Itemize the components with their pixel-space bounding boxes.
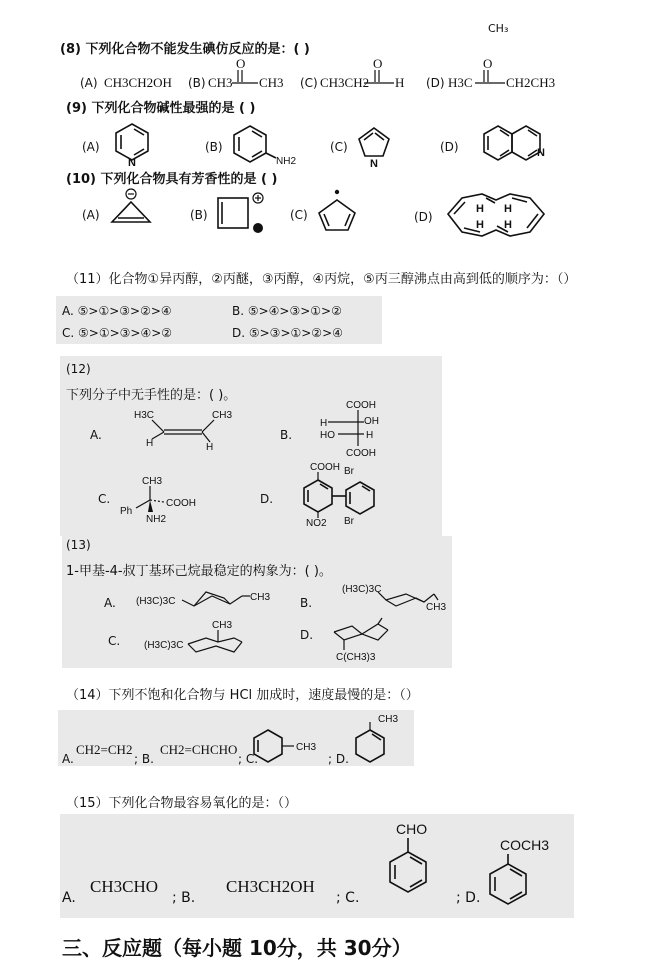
q15-a-label: A.: [62, 890, 76, 906]
chair-a-icon: [136, 586, 271, 614]
svg-text:COOH: COOH: [310, 462, 340, 473]
svg-text:H: H: [320, 418, 328, 429]
q13-stem: 1-甲基-4-叔丁基环己烷最稳定的构象为：( )。: [66, 564, 332, 579]
tartaric-acid-icon: [320, 398, 400, 458]
svg-text:H: H: [504, 203, 512, 215]
q13-c-label: C.: [108, 634, 121, 648]
q11-stem: （11）化合物①异丙醇，②丙醚，③丙醇，④丙烷，⑤丙三醇沸点由高到低的顺序为：（）: [66, 272, 577, 287]
svg-text:COOH: COOH: [346, 400, 376, 411]
acetophenone-icon: [486, 834, 566, 908]
q15-stem: （15）下列化合物最容易氧化的是：（）: [66, 796, 298, 811]
q10-c-label: (C): [290, 208, 308, 222]
q15-d-label: ; D.: [456, 890, 481, 906]
amino-acid-icon: [120, 474, 200, 525]
svg-text:CH3: CH3: [426, 602, 447, 613]
q10-stem: (10) 下列化合物具有芳香性的是 ( ): [66, 172, 278, 187]
q12-b-label: B.: [280, 428, 293, 442]
q9-b-label: (B): [205, 140, 223, 154]
q12-d-label: D.: [260, 492, 274, 506]
svg-text:H: H: [476, 219, 484, 231]
svg-text:NO2: NO2: [306, 518, 327, 529]
q14-a-label: A.: [62, 752, 74, 766]
chair-d-icon: [330, 614, 410, 664]
q13-a-label: A.: [104, 596, 116, 610]
q8-b-oxygen: O: [236, 56, 246, 71]
q8-c-left: CH3CH2: [320, 75, 370, 90]
q10-a-label: (A): [82, 208, 100, 222]
svg-text:C(CH3)3: C(CH3)3: [336, 652, 376, 663]
q14-a-formula: CH2=CH2: [76, 742, 133, 757]
svg-text:COOH: COOH: [346, 448, 376, 459]
q12-a-label: A.: [90, 428, 102, 442]
q8-b-right: CH3: [259, 75, 284, 90]
svg-text:H: H: [206, 442, 214, 453]
svg-text:H3C: H3C: [134, 410, 155, 421]
svg-text:NH2: NH2: [146, 514, 167, 525]
svg-text:CH3: CH3: [142, 476, 163, 487]
q9-c-label: (C): [330, 140, 348, 154]
svg-text:CH3: CH3: [212, 410, 233, 421]
q8-d-left: H3C: [448, 75, 473, 90]
chair-c-icon: [144, 618, 254, 658]
q11-option-c: C. ⑤>①>③>④>②: [62, 326, 173, 340]
methylcyclohexene-1-icon: [352, 712, 402, 768]
q9-a-label: (A): [82, 140, 100, 154]
biphenyl-icon: [280, 462, 400, 528]
q14-stem: （14）下列不饱和化合物与 HCl 加成时，速度最慢的是：（）: [66, 688, 419, 703]
q13-b-label: B.: [300, 596, 313, 610]
svg-text:HO: HO: [320, 430, 335, 441]
q13-d-label: D.: [300, 628, 314, 642]
allene-icon: [134, 406, 234, 452]
svg-text:Br: Br: [344, 466, 354, 477]
q8-d-oxygen: O: [483, 56, 493, 71]
q8-c-right: H: [395, 75, 405, 90]
pyrrole-icon: [356, 126, 392, 168]
cyclobutadiene-icon: [214, 192, 266, 236]
q12-number: (12): [66, 362, 91, 376]
svg-text:Ph: Ph: [120, 506, 133, 517]
svg-text:COOH: COOH: [166, 498, 196, 509]
q8-a-formula: CH3CH2OH: [104, 75, 172, 90]
q14-b-formula: CH2=CHCHO: [160, 742, 238, 757]
q8-d-right: CH2CH3: [506, 75, 556, 90]
q14-c-label: ; C.: [238, 752, 259, 766]
svg-text:CH3: CH3: [378, 714, 399, 725]
q15-a-formula: CH3CHO: [90, 877, 159, 896]
methylcyclohexene-4-icon: [254, 728, 334, 768]
svg-text:H: H: [476, 203, 484, 215]
q8-c-label: (C): [300, 76, 318, 90]
cyclopentadienyl-radical-icon: [314, 188, 360, 234]
svg-text:N: N: [128, 157, 136, 169]
q15-c-label: ; C.: [336, 890, 360, 906]
svg-text:(H3C)3C: (H3C)3C: [342, 584, 382, 595]
svg-text:(H3C)3C: (H3C)3C: [136, 596, 176, 607]
cropped-ch3-fragment: CH₃: [488, 22, 509, 35]
q9-d-label: (D): [440, 140, 459, 154]
q8-b-left: CH3: [208, 75, 233, 90]
q8-b-carbonyl-icon: [230, 68, 260, 88]
q15-b-label: ; B.: [172, 890, 196, 906]
svg-text:H: H: [504, 219, 512, 231]
q14-b-label: ; B.: [134, 752, 154, 766]
q8-d-label: (D): [426, 76, 445, 90]
svg-text:COCH3: COCH3: [500, 837, 550, 853]
q12-stem: 下列分子中无手性的是：( )。: [66, 388, 237, 403]
svg-text:CH3: CH3: [296, 742, 317, 753]
svg-text:N: N: [370, 158, 378, 170]
svg-text:CH3: CH3: [250, 592, 271, 603]
q10-d-label: (D): [414, 210, 433, 224]
svg-text:NH2: NH2: [276, 156, 297, 167]
benzaldehyde-icon: [382, 820, 438, 904]
annulene-icon: [440, 188, 552, 242]
cyclopropenyl-cation-icon: [108, 188, 154, 228]
q8-b-label: (B): [188, 76, 206, 90]
q8-c-carbonyl-icon: [364, 68, 396, 88]
q11-option-d: D. ⑤>③>①>②>④: [232, 326, 343, 340]
svg-text:Br: Br: [344, 516, 354, 527]
svg-text:(H3C)3C: (H3C)3C: [144, 640, 184, 651]
quinoline-icon: [482, 124, 548, 168]
svg-text:H: H: [366, 430, 374, 441]
q8-a-label: (A): [80, 76, 98, 90]
aniline-icon: [232, 124, 302, 168]
pyridine-icon: [112, 122, 152, 169]
svg-text:CHO: CHO: [396, 821, 428, 837]
q10-b-label: (B): [190, 208, 208, 222]
svg-text:OH: OH: [364, 416, 379, 427]
q11-option-a: A. ⑤>①>③>②>④: [62, 304, 172, 318]
q12-c-label: C.: [98, 492, 111, 506]
q8-stem: (8) 下列化合物不能发生碘仿反应的是：( ): [60, 42, 310, 57]
chair-b-icon: [342, 580, 452, 616]
q8-c-oxygen: O: [373, 56, 383, 71]
svg-text:N: N: [537, 147, 545, 159]
q9-stem: (9) 下列化合物碱性最强的是 ( ): [66, 101, 256, 116]
q14-d-label: ; D.: [328, 752, 349, 766]
q8-d-carbonyl-icon: [475, 68, 507, 88]
q11-option-b: B. ⑤>④>③>①>②: [232, 304, 342, 318]
svg-text:CH3: CH3: [212, 620, 233, 631]
svg-text:H: H: [146, 438, 154, 449]
q15-b-formula: CH3CH2OH: [226, 877, 315, 896]
q13-number: (13): [66, 538, 91, 552]
section-3-heading: 三、反应题（每小题 10分，共 30分）: [62, 936, 412, 960]
